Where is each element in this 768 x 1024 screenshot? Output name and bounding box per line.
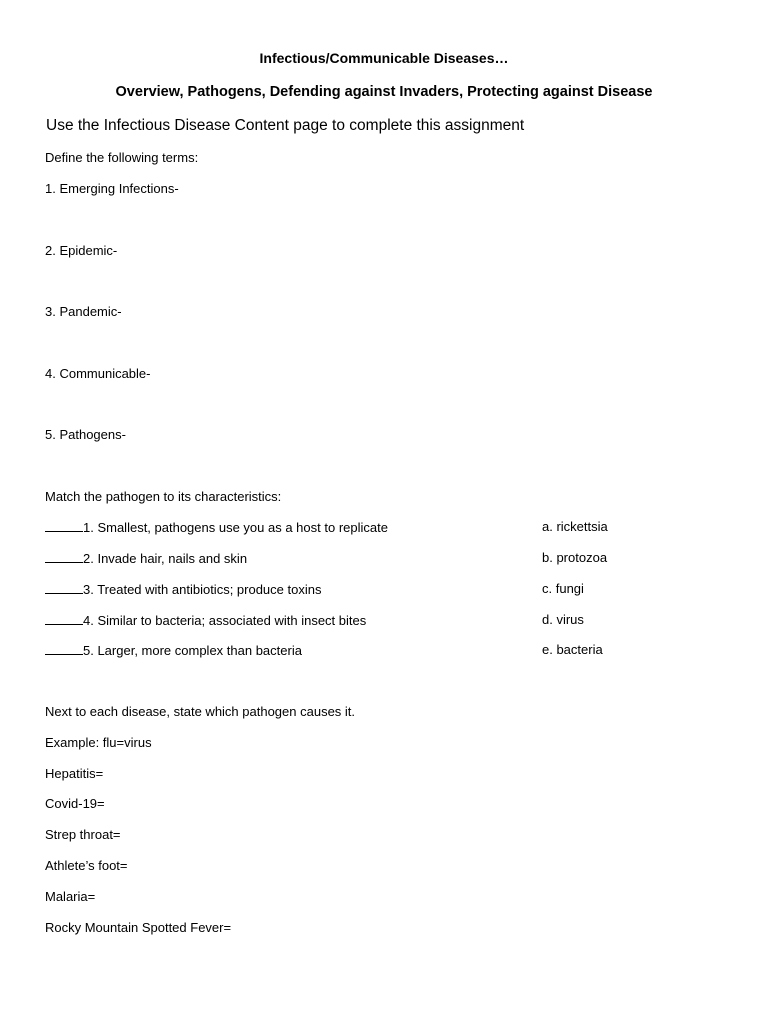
matching-question: 3. Treated with antibiotics; produce toxins	[83, 582, 322, 597]
definitions-heading: Define the following terms:	[45, 150, 199, 165]
definition-term: 3. Pandemic-	[45, 304, 122, 319]
disease-item: Covid-19=	[45, 796, 105, 811]
matching-question: 2. Invade hair, nails and skin	[83, 551, 248, 566]
matching-option: d. virus	[542, 612, 584, 627]
matching-row	[45, 612, 725, 630]
answer-blank[interactable]	[45, 642, 83, 655]
disease-item: Hepatitis=	[45, 766, 104, 781]
matching-heading: Match the pathogen to its characteristics:	[45, 489, 282, 504]
definition-term: 1. Emerging Infections-	[45, 181, 179, 196]
disease-item: Malaria=	[45, 889, 96, 904]
answer-blank[interactable]	[45, 550, 83, 563]
definition-term: 2. Epidemic-	[45, 243, 118, 258]
disease-item: Rocky Mountain Spotted Fever=	[45, 920, 232, 935]
matching-question: 4. Similar to bacteria; associated with insect bites	[83, 613, 367, 628]
document-subtitle: Overview, Pathogens, Defending against Invaders, Protecting against Disease	[115, 84, 653, 100]
matching-row	[45, 642, 725, 660]
matching-option: e. bacteria	[542, 642, 603, 657]
matching-row	[45, 581, 725, 599]
disease-item: Athlete’s foot=	[45, 858, 128, 873]
answer-blank[interactable]	[45, 519, 83, 532]
answer-blank[interactable]	[45, 581, 83, 594]
document-title: Infectious/Communicable Diseases…	[259, 50, 509, 66]
disease-example: Example: flu=virus	[45, 735, 152, 750]
assignment-instruction: Use the Infectious Disease Content page to complete this assignment	[46, 117, 525, 134]
definition-term: 4. Communicable-	[45, 366, 151, 381]
matching-question: 5. Larger, more complex than bacteria	[83, 643, 302, 658]
matching-row	[45, 519, 725, 537]
matching-question: 1. Smallest, pathogens use you as a host to replicate	[83, 520, 388, 535]
matching-row	[45, 550, 725, 568]
matching-option: b. protozoa	[542, 550, 608, 565]
disease-item: Strep throat=	[45, 827, 121, 842]
definition-term: 5. Pathogens-	[45, 427, 126, 442]
matching-option: c. fungi	[542, 581, 584, 596]
matching-option: a. rickettsia	[542, 519, 608, 534]
diseases-heading: Next to each disease, state which pathogen causes it.	[45, 704, 356, 719]
answer-blank[interactable]	[45, 612, 83, 625]
